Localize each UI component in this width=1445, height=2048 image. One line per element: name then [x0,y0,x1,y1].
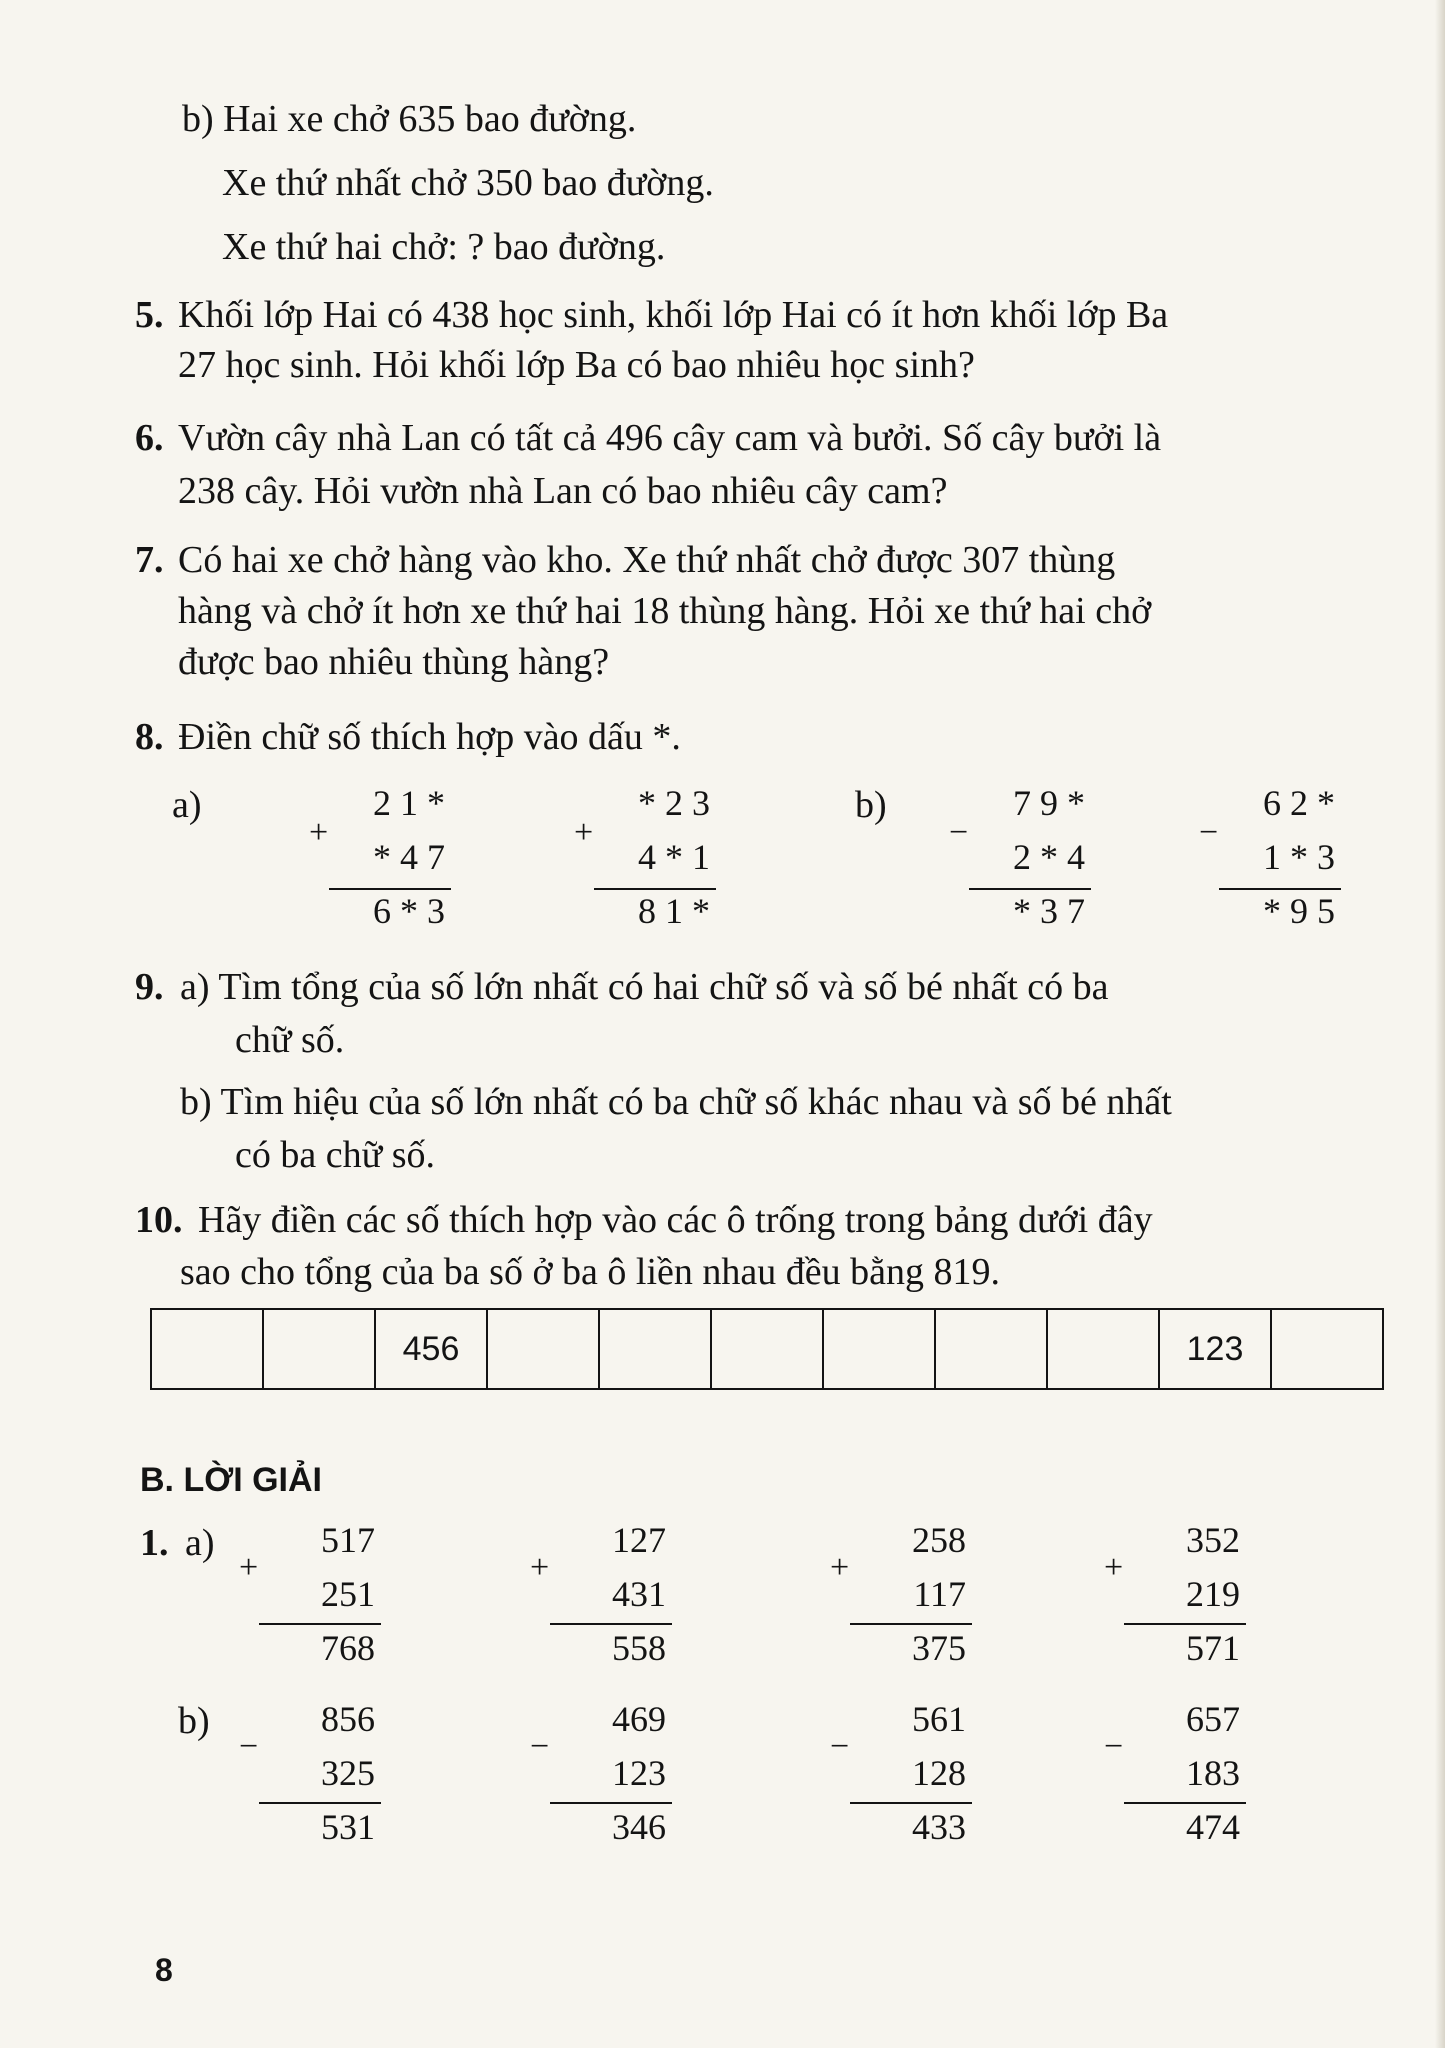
operand-top: 2 1 * [373,783,445,823]
operand-top: 856 [321,1699,375,1739]
operand-bottom: 219 [1186,1574,1240,1614]
problem-9a-line-1: a) Tìm tổng của số lớn nhất có hai chữ số và số bé nhất có ba [180,966,1109,1008]
solution-sub-4 [1104,1692,1240,1854]
operand-top: 561 [912,1699,966,1739]
operator-sign: + [830,1549,850,1586]
problem-8-operation-4 [1199,776,1335,938]
operation-result: 375 [912,1628,966,1668]
operation-result: 768 [321,1628,375,1668]
problem-7-line-3: được bao nhiêu thùng hàng? [178,641,610,683]
operator-sign: − [1104,1728,1124,1765]
difference-rule [1219,888,1341,890]
problem-5-line-1: Khối lớp Hai có 438 học sinh, khối lớp Hai có ít hơn khối lớp Ba [178,294,1169,336]
operand-bottom: 128 [912,1753,966,1793]
operator-sign: − [830,1728,850,1765]
problem-10-number: 10. [135,1199,183,1241]
operation-result: 571 [1186,1628,1240,1668]
problem-5-line-2: 27 học sinh. Hỏi khối lớp Ba có bao nhiêu học sinh? [178,344,975,386]
table-cell[interactable] [599,1309,711,1389]
operand-top: 517 [321,1520,375,1560]
table-cell[interactable] [823,1309,935,1389]
problem-8b-label: b) [855,784,887,826]
operand-bottom: 251 [321,1574,375,1614]
solution-add-4 [1104,1513,1240,1675]
solution-add-3 [830,1513,966,1675]
problem-7-line-1: Có hai xe chở hàng vào kho. Xe thứ nhất chở được 307 thùng [178,539,1116,581]
solution-1a-label: a) [185,1522,215,1564]
problem-8-text: Điền chữ số thích hợp vào dấu *. [178,716,681,758]
operation-result: 474 [1186,1807,1240,1847]
problem-10-line-1: Hãy điền các số thích hợp vào các ô trống trong bảng dưới đây [198,1199,1153,1241]
operand-top: 6 2 * [1263,783,1335,823]
solution-sub-3 [830,1692,966,1854]
sum-rule [1124,1623,1246,1625]
solution-add-1 [239,1513,375,1675]
operand-top: * 2 3 [638,783,710,823]
table-cell: 456 [375,1309,487,1389]
sum-rule [550,1623,672,1625]
operand-top: 657 [1186,1699,1240,1739]
table-cell: 123 [1159,1309,1271,1389]
problem-5-number: 5. [135,294,164,336]
operator-sign: − [949,814,969,851]
operand-top: 469 [612,1699,666,1739]
difference-rule [1124,1802,1246,1804]
operation-result: * 9 5 [1263,891,1335,931]
number-fill-table [150,1308,1384,1390]
solution-add-2 [530,1513,666,1675]
sum-rule [850,1623,972,1625]
operation-result: 8 1 * [638,891,710,931]
operand-bottom: 1 * 3 [1263,837,1335,877]
problem-9-number: 9. [135,966,164,1008]
solution-1-number: 1. [140,1522,169,1564]
sum-rule [594,888,716,890]
operation-result: 531 [321,1807,375,1847]
problem-7-line-2: hàng và chở ít hơn xe thứ hai 18 thùng hàng. Hỏi xe thứ hai chở [178,590,1152,632]
problem-8-operation-1 [309,776,445,938]
page-number: 8 [155,1952,173,1988]
solution-1b-label: b) [178,1700,210,1742]
problem-8a-label: a) [172,784,202,826]
sum-rule [329,888,451,890]
table-cell[interactable] [263,1309,375,1389]
difference-rule [550,1802,672,1804]
operator-sign: + [574,814,594,851]
solutions-heading: B. LỜI GIẢI [140,1461,323,1499]
operator-sign: − [530,1728,550,1765]
difference-rule [259,1802,381,1804]
operation-result: * 3 7 [1013,891,1085,931]
problem-4b-line-3: Xe thứ hai chở: ? bao đường. [222,226,666,268]
problem-9b-line-2: có ba chữ số. [235,1134,435,1176]
operand-top: 7 9 * [1013,783,1085,823]
table-cell[interactable] [487,1309,599,1389]
operator-sign: − [1199,814,1219,851]
problem-6-line-2: 238 cây. Hỏi vườn nhà Lan có bao nhiêu cây cam? [178,470,948,512]
problem-4b-line-2: Xe thứ nhất chở 350 bao đường. [222,162,714,204]
table-cell[interactable] [935,1309,1047,1389]
problem-6-line-1: Vườn cây nhà Lan có tất cả 496 cây cam và bưởi. Số cây bưởi là [178,417,1162,459]
table-row [151,1309,1383,1389]
operand-bottom: 325 [321,1753,375,1793]
operand-bottom: 4 * 1 [638,837,710,877]
problem-8-operation-3 [949,776,1085,938]
table-cell[interactable] [711,1309,823,1389]
operand-top: 127 [612,1520,666,1560]
operator-sign: + [239,1549,259,1586]
operation-result: 558 [612,1628,666,1668]
operand-bottom: * 4 7 [373,837,445,877]
problem-6-number: 6. [135,417,164,459]
problem-9a-line-2: chữ số. [235,1019,345,1061]
operation-result: 346 [612,1807,666,1847]
operation-result: 6 * 3 [373,891,445,931]
table-cell[interactable] [1047,1309,1159,1389]
operand-bottom: 117 [913,1574,966,1614]
problem-8-number: 8. [135,716,164,758]
problem-4b-line-1: b) Hai xe chở 635 bao đường. [182,98,637,140]
operand-bottom: 431 [612,1574,666,1614]
problem-10-line-2: sao cho tổng của ba số ở ba ô liền nhau đều bằng 819. [180,1251,1001,1293]
page-edge-shadow [1435,0,1445,2048]
difference-rule [969,888,1091,890]
operand-top: 258 [912,1520,966,1560]
difference-rule [850,1802,972,1804]
table-cell[interactable] [151,1309,263,1389]
operator-sign: + [1104,1549,1124,1586]
operand-bottom: 123 [612,1753,666,1793]
operator-sign: − [239,1728,259,1765]
operand-top: 352 [1186,1520,1240,1560]
operand-bottom: 183 [1186,1753,1240,1793]
solution-sub-1 [239,1692,375,1854]
operation-result: 433 [912,1807,966,1847]
problem-9b-line-1: b) Tìm hiệu của số lớn nhất có ba chữ số khác nhau và số bé nhất [180,1081,1172,1123]
sum-rule [259,1623,381,1625]
problem-8-operation-2 [574,776,710,938]
operand-bottom: 2 * 4 [1013,837,1085,877]
solution-sub-2 [530,1692,666,1854]
operator-sign: + [309,814,329,851]
operator-sign: + [530,1549,550,1586]
problem-7-number: 7. [135,539,164,581]
table-cell[interactable] [1271,1309,1383,1389]
